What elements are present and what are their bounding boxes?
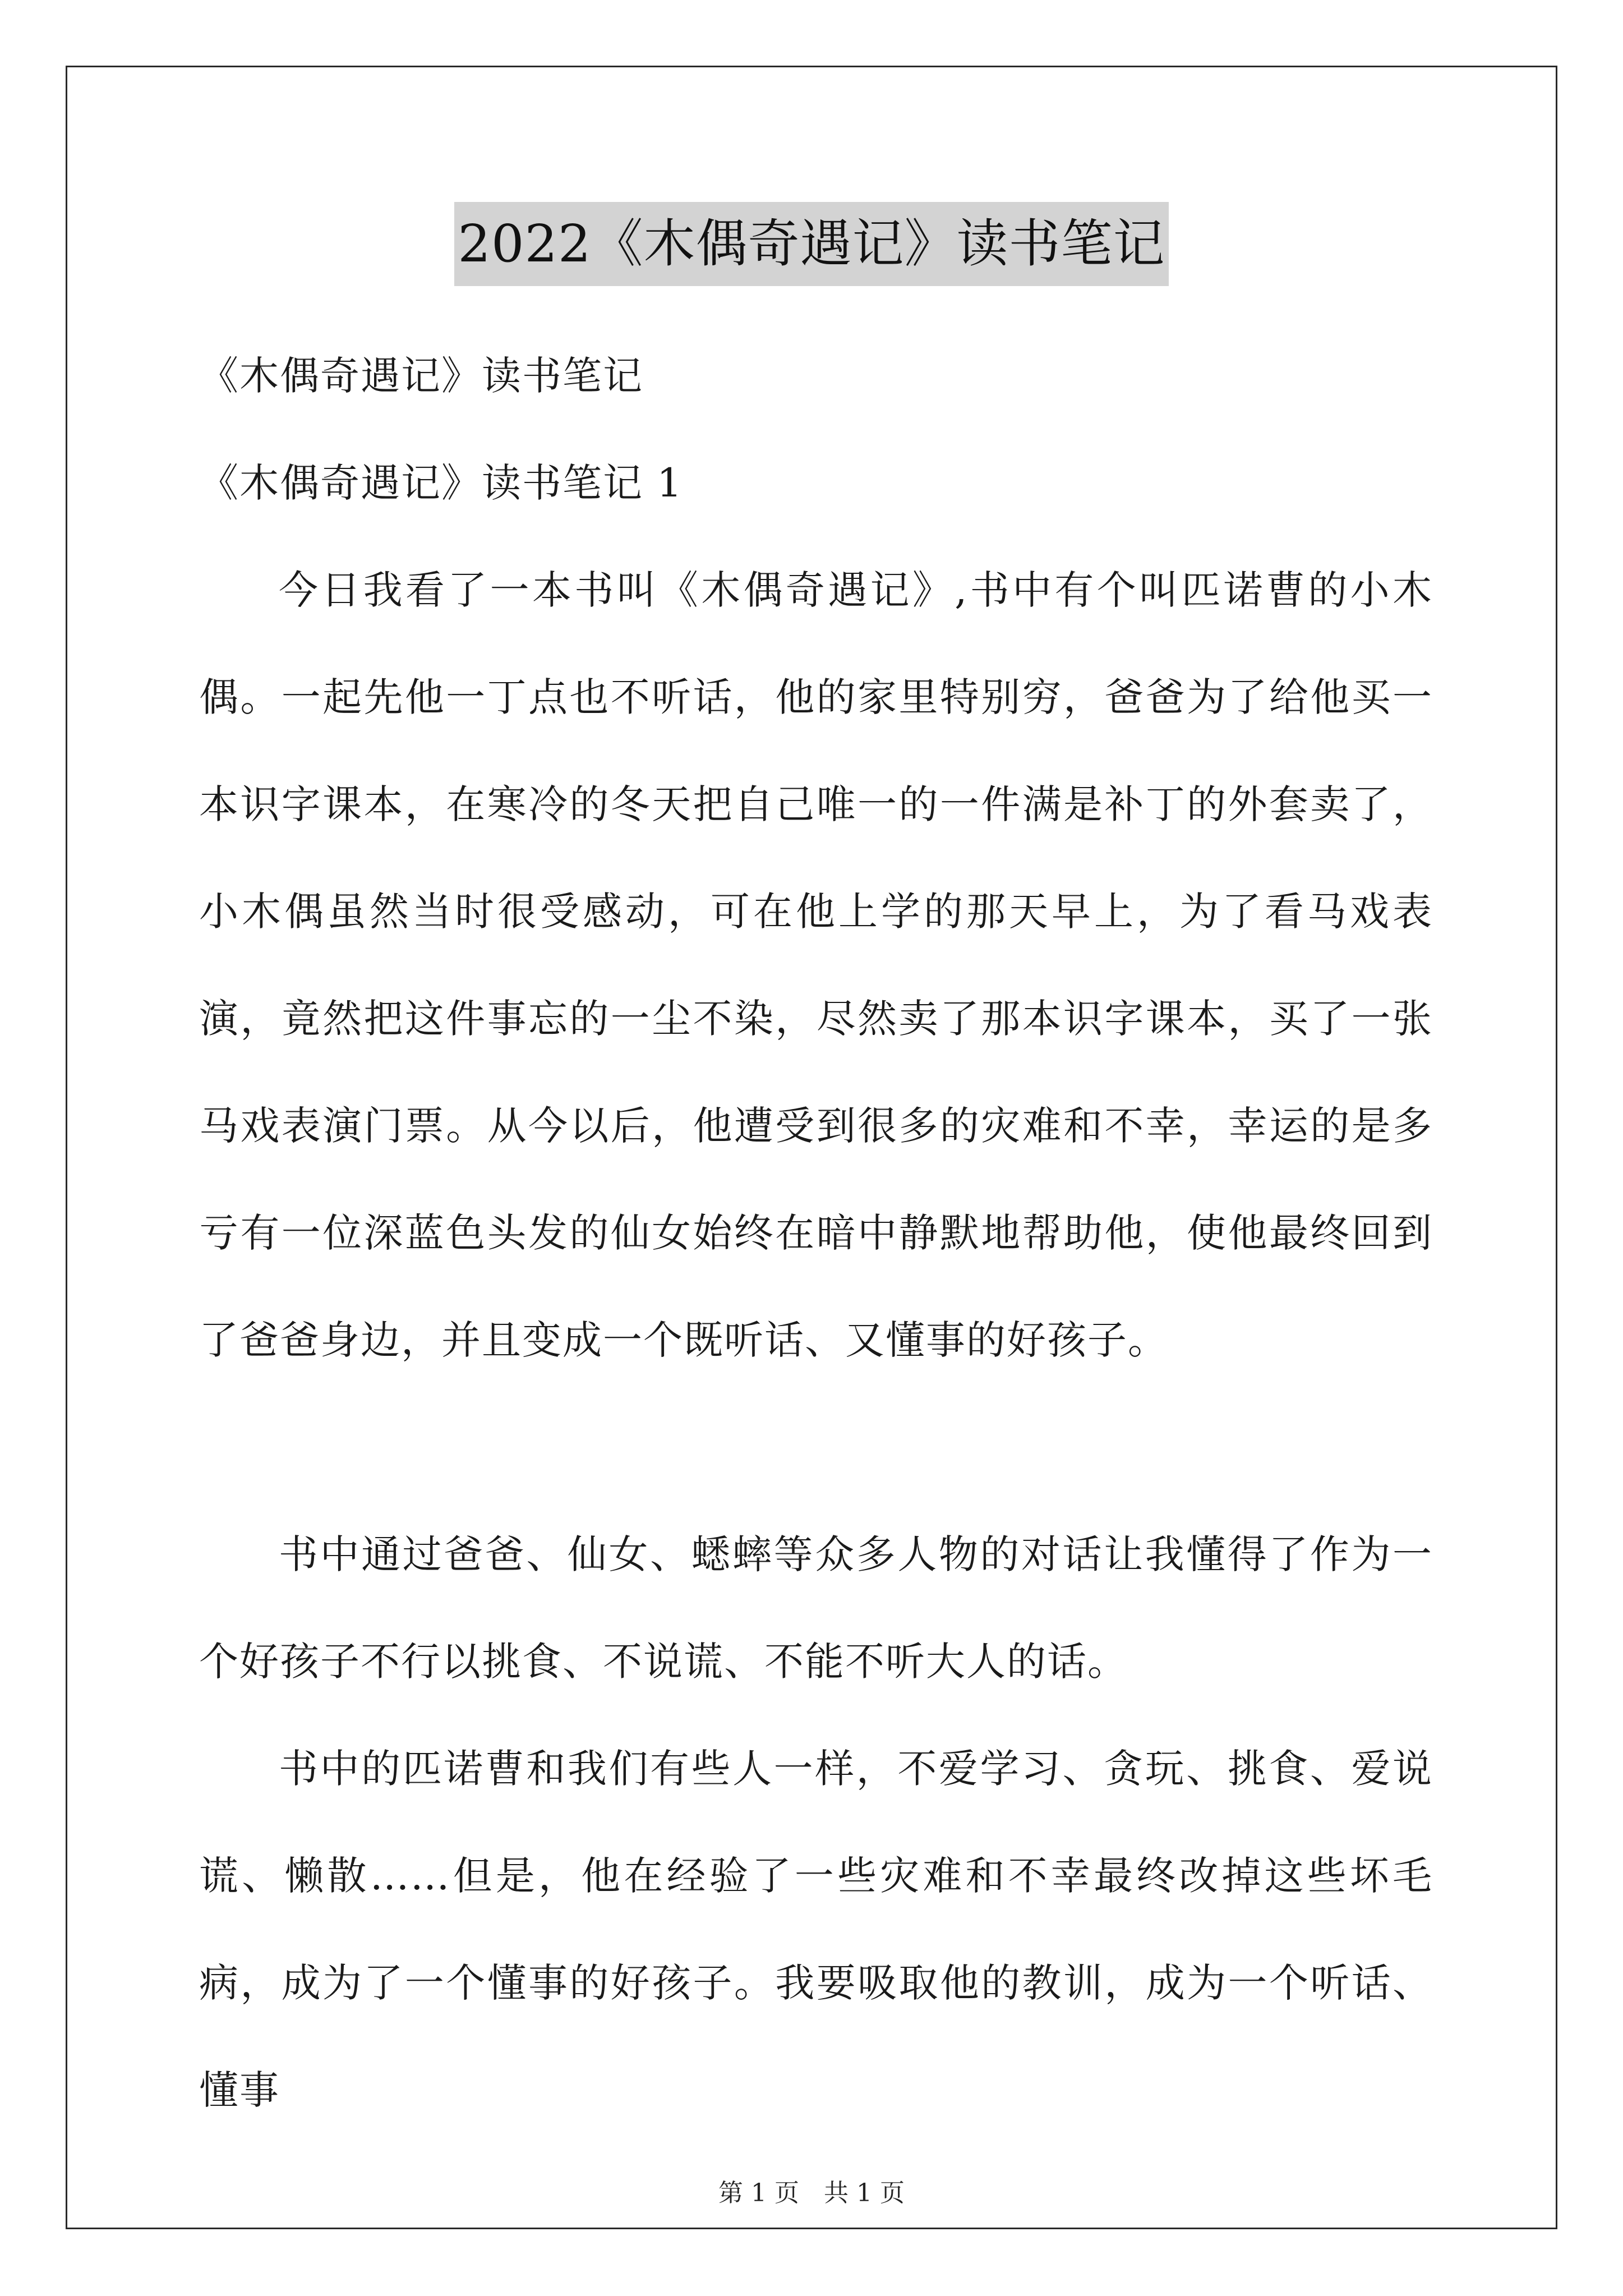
body-paragraph-1: 今日我看了一本书叫《木偶奇遇记》,书中有个叫匹诺曹的小木偶。一起先他一丁点也不听话，他的家里特别穷，爸爸为了给他买一本识字课本，在寒冷的冬天把自己唯一的一件满是补丁的外套卖了，小木偶虽然当时很受感动，可在他上学的那天早上，为了看马戏表演，竟然把这件事忘的一尘不染，尽然卖了那本识字课本，买了一张马戏表演门票。从今以后，他遭受到很多的灾难和不幸，幸运的是多亏有一位深蓝色头发的仙女始终在暗中静默地帮助他，使他最终回到了爸爸身边，并且变成一个既听话、又懂事的好孩子。 <box>199 567 1433 1363</box>
section-heading: 《木偶奇遇记》读书笔记 1 <box>199 460 683 506</box>
body-paragraph-3: 书中的匹诺曹和我们有些人一样，不爱学习、贪玩、挑食、爱说谎、懒散……但是，他在经验了一些灾难和不幸最终改掉这些坏毛病，成为了一个懂事的好孩子。我要吸取他的教训，成为一个听话、懂事 <box>199 1746 1433 2113</box>
title-container <box>0 202 1623 286</box>
document-body <box>199 323 1433 2144</box>
paragraph-spacer <box>199 1394 1433 1501</box>
document-subtitle: 《木偶奇遇记》读书笔记 <box>199 353 643 399</box>
document-title: 2022《木偶奇遇记》读书笔记 <box>454 202 1168 286</box>
page-number-footer: 第 1 页 共 1 页 <box>718 2179 905 2207</box>
body-paragraph-2: 书中通过爸爸、仙女、蟋蟀等众多人物的对话让我懂得了作为一个好孩子不行以挑食、不说谎、不能不听大人的话。 <box>199 1531 1433 1685</box>
